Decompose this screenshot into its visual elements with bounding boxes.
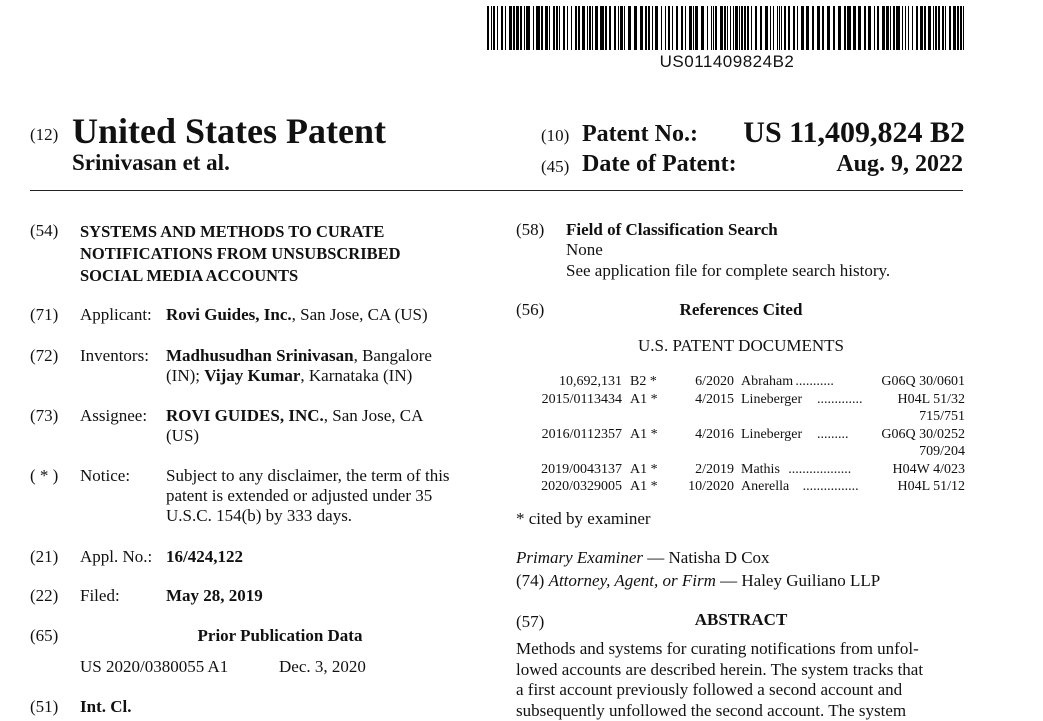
patent-number-label: Patent No.: — [582, 121, 698, 148]
barcode-bar — [733, 6, 734, 50]
barcode-bar — [890, 6, 891, 50]
appl-no-label: Appl. No.: — [80, 547, 152, 567]
header-rule — [30, 190, 963, 191]
barcode-bar — [812, 6, 814, 50]
assignee-location: (US) — [166, 426, 423, 446]
primary-examiner — [516, 548, 770, 568]
barcode-bar — [681, 6, 683, 50]
barcode-bar — [739, 6, 740, 50]
barcode-bar — [751, 6, 752, 50]
barcode-bar — [963, 6, 964, 50]
barcode-bar — [665, 6, 666, 50]
barcode-bar — [491, 6, 492, 50]
barcode-bar — [556, 6, 558, 50]
cited-by-examiner-note: * cited by examiner — [516, 509, 651, 529]
notice-line: patent is extended or adjusted under 35 — [166, 486, 450, 506]
code-71: (71) — [30, 305, 58, 325]
barcode-bar — [882, 6, 885, 50]
barcode-bar — [497, 6, 498, 50]
barcode-bar — [868, 6, 871, 50]
barcode-bar — [501, 6, 503, 50]
barcode-bar — [773, 6, 774, 50]
prior-publication-heading: Prior Publication Data — [80, 626, 480, 646]
barcode-bar — [777, 6, 778, 50]
barcode-bar — [549, 6, 550, 50]
code-10: (10) — [541, 126, 569, 146]
assignee-location: , San Jose, CA — [324, 406, 424, 425]
abstract-line: subsequently unfollowed the second account. The system — [516, 701, 923, 721]
field-of-search-value: None — [566, 240, 603, 260]
attorney-name: Haley Guiliano LLP — [741, 571, 880, 590]
barcode-bar — [661, 6, 662, 50]
barcode-bar — [908, 6, 909, 50]
abstract-line: a first account previously followed a second account and — [516, 680, 923, 701]
barcode-bar — [672, 6, 673, 50]
prior-publication-number: US 2020/0380055 A1 — [80, 657, 228, 677]
reference-name: Abraham — [741, 373, 793, 390]
barcode-bar — [724, 6, 726, 50]
barcode-bar — [770, 6, 771, 50]
barcode-bar — [676, 6, 678, 50]
barcode-bar — [493, 6, 495, 50]
notice-label: Notice: — [80, 466, 130, 486]
barcode-bar — [575, 6, 577, 50]
barcode-bar — [797, 6, 798, 50]
appl-no-value: 16/424,122 — [166, 547, 243, 567]
patent-title-heading: United States Patent — [72, 110, 386, 152]
barcode-bar — [801, 6, 804, 50]
inventors-short: Srinivasan et al. — [72, 150, 230, 176]
code-notice: ( * ) — [30, 466, 58, 486]
notice-line: U.S.C. 154(b) by 333 days. — [166, 506, 450, 526]
barcode-bar — [578, 6, 580, 50]
barcode-bar — [874, 6, 875, 50]
reference-classification: H04L 51/12 — [800, 478, 965, 495]
barcode-bar — [893, 6, 895, 50]
barcode-bar — [755, 6, 757, 50]
field-of-search-note: See application file for complete search history. — [566, 261, 890, 281]
barcode-bar — [806, 6, 809, 50]
reference-kind: B2 * — [630, 373, 680, 390]
reference-name: Anerella — [741, 478, 789, 495]
attorney-agent — [516, 571, 880, 591]
barcode-bar — [730, 6, 731, 50]
barcode-bar — [701, 6, 704, 50]
invention-title-line: SOCIAL MEDIA ACCOUNTS — [80, 265, 401, 287]
barcode-bar — [945, 6, 946, 50]
abstract-line: Methods and systems for curating notifications from unfol- — [516, 639, 923, 660]
reference-date: 6/2020 — [676, 373, 734, 390]
barcode-bar — [741, 6, 743, 50]
barcode-bar — [533, 6, 534, 50]
barcode-bar — [747, 6, 749, 50]
reference-number: 2020/0329005 — [516, 478, 622, 495]
barcode-bar — [715, 6, 717, 50]
barcode-bar — [582, 6, 585, 50]
invention-title-line: SYSTEMS AND METHODS TO CURATE — [80, 221, 401, 243]
barcode-bar — [571, 6, 572, 50]
inventors-value — [166, 346, 432, 386]
barcode-bar — [711, 6, 712, 50]
barcode-image — [487, 6, 967, 50]
abstract-line: lowed accounts are described herein. The system tracks that — [516, 660, 923, 681]
barcode-bar — [953, 6, 956, 50]
barcode-bar — [689, 6, 692, 50]
barcode-number: US011409824B2 — [487, 52, 967, 72]
barcode-bar — [695, 6, 698, 50]
barcode-bar — [957, 6, 959, 50]
reference-classification-secondary: 715/751 — [800, 408, 965, 425]
barcode-bar — [600, 6, 604, 50]
barcode-bar — [618, 6, 619, 50]
code-51: (51) — [30, 697, 58, 717]
barcode-bar — [513, 6, 515, 50]
barcode-bar — [847, 6, 851, 50]
barcode-bar — [509, 6, 512, 50]
barcode-bar — [760, 6, 762, 50]
code-58: (58) — [516, 220, 544, 240]
barcode-bar — [844, 6, 846, 50]
barcode-bar — [942, 6, 944, 50]
barcode-bar — [516, 6, 519, 50]
prior-publication-date: Dec. 3, 2020 — [279, 657, 366, 677]
barcode-bar — [905, 6, 906, 50]
barcode-bar — [735, 6, 738, 50]
reference-kind: A1 * — [630, 426, 680, 443]
barcode-bar — [628, 6, 631, 50]
reference-date: 10/2020 — [676, 478, 734, 495]
reference-date: 2/2019 — [676, 461, 734, 478]
applicant-location: , San Jose, CA (US) — [292, 305, 428, 324]
notice-text — [166, 466, 450, 526]
assignee-label: Assignee: — [80, 406, 147, 426]
barcode-bar — [765, 6, 768, 50]
date-of-patent-label: Date of Patent: — [582, 151, 737, 178]
reference-dots: ................ — [803, 478, 859, 495]
barcode-bar — [640, 6, 643, 50]
reference-number: 2019/0043137 — [516, 461, 622, 478]
barcode-bar — [960, 6, 962, 50]
barcode-bar — [655, 6, 658, 50]
filed-label: Filed: — [80, 586, 120, 606]
barcode-bar — [526, 6, 530, 50]
reference-kind: A1 * — [630, 391, 680, 408]
barcode-bar — [563, 6, 565, 50]
barcode-bar — [645, 6, 647, 50]
reference-classification: H04W 4/023 — [800, 461, 965, 478]
barcode-bar — [720, 6, 723, 50]
reference-name: Mathis — [741, 461, 780, 478]
notice-line: Subject to any disclaimer, the term of this — [166, 466, 450, 486]
inventor-name: Vijay Kumar — [204, 366, 300, 385]
attorney-dash: — — [716, 571, 742, 590]
reference-classification: H04L 51/32 — [800, 391, 965, 408]
field-of-search-heading: Field of Classification Search — [566, 220, 778, 240]
reference-name: Lineberger — [741, 391, 802, 408]
code-74: (74) — [516, 571, 544, 590]
applicant-label: Applicant: — [80, 305, 152, 325]
assignee-name: ROVI GUIDES, INC. — [166, 406, 324, 425]
reference-name: Lineberger — [741, 426, 802, 443]
inventor-location: (IN); — [166, 366, 204, 385]
filed-value: May 28, 2019 — [166, 586, 263, 606]
reference-number: 2015/0113434 — [516, 391, 622, 408]
reference-kind: A1 * — [630, 478, 680, 495]
barcode-bar — [685, 6, 686, 50]
barcode-bar — [553, 6, 555, 50]
barcode-bar — [536, 6, 540, 50]
abstract-heading: ABSTRACT — [516, 610, 966, 630]
reference-date: 4/2015 — [676, 391, 734, 408]
us-patent-documents-heading: U.S. PATENT DOCUMENTS — [516, 336, 966, 356]
barcode-bar — [587, 6, 588, 50]
barcode-bar — [592, 6, 593, 50]
barcode-bar — [912, 6, 913, 50]
barcode-bar — [822, 6, 824, 50]
barcode-bar — [668, 6, 670, 50]
reference-kind: A1 * — [630, 461, 680, 478]
reference-date: 4/2016 — [676, 426, 734, 443]
barcode-bar — [541, 6, 543, 50]
barcode-bar — [559, 6, 560, 50]
barcode-bar — [933, 6, 934, 50]
reference-dots: ............. — [817, 391, 863, 408]
barcode-bar — [886, 6, 889, 50]
barcode-bar — [520, 6, 522, 50]
barcode-bar — [853, 6, 856, 50]
barcode-bar — [595, 6, 598, 50]
barcode-bar — [938, 6, 940, 50]
code-65: (65) — [30, 626, 58, 646]
barcode-bar — [707, 6, 708, 50]
code-57: (57) — [516, 612, 544, 632]
barcode-bar — [928, 6, 931, 50]
reference-classification: G06Q 30/0601 — [800, 373, 965, 390]
barcode-bar — [916, 6, 918, 50]
barcode-bar — [713, 6, 714, 50]
primary-examiner-label: Primary Examiner — [516, 548, 643, 567]
barcode-bar — [817, 6, 820, 50]
code-72: (72) — [30, 346, 58, 366]
barcode-bar — [833, 6, 835, 50]
reference-number: 10,692,131 — [516, 373, 622, 390]
invention-title-line: NOTIFICATIONS FROM UNSUBSCRIBED — [80, 243, 401, 265]
barcode-bar — [864, 6, 866, 50]
barcode-bar — [505, 6, 506, 50]
code-22: (22) — [30, 586, 58, 606]
barcode-bar — [896, 6, 900, 50]
barcode-bar — [609, 6, 611, 50]
barcode-bar — [652, 6, 653, 50]
reference-number: 2016/0112357 — [516, 426, 622, 443]
barcode-bar — [924, 6, 926, 50]
abstract-text — [516, 639, 923, 721]
patent-number: US 11,409,824 B2 — [743, 116, 965, 150]
date-of-patent: Aug. 9, 2022 — [836, 151, 963, 178]
reference-classification-secondary: 709/204 — [800, 443, 965, 460]
code-56: (56) — [516, 300, 544, 320]
barcode-bar — [838, 6, 841, 50]
inventor-location: , Bangalore — [354, 346, 432, 365]
barcode-bar — [589, 6, 591, 50]
code-54: (54) — [30, 221, 58, 241]
examiner-dash: — — [643, 548, 669, 567]
barcode-bar — [902, 6, 903, 50]
barcode-bar — [634, 6, 637, 50]
barcode-bar — [693, 6, 694, 50]
code-21: (21) — [30, 547, 58, 567]
barcode-bar — [487, 6, 489, 50]
reference-classification: G06Q 30/0252 — [800, 426, 965, 443]
barcode-bar — [605, 6, 607, 50]
barcode-bar — [793, 6, 795, 50]
assignee-value — [166, 406, 423, 446]
reference-dots: ........... — [795, 373, 834, 390]
inventor-name: Madhusudhan Srinivasan — [166, 346, 354, 365]
barcode-bar — [781, 6, 782, 50]
barcode-bar — [614, 6, 616, 50]
barcode-bar — [858, 6, 861, 50]
inventors-label: Inventors: — [80, 346, 149, 366]
barcode-bar — [920, 6, 923, 50]
barcode-bar — [624, 6, 625, 50]
barcode-bar — [524, 6, 525, 50]
barcode-bar — [788, 6, 790, 50]
barcode-bar — [935, 6, 937, 50]
barcode-bar — [949, 6, 951, 50]
barcode-bar — [567, 6, 568, 50]
invention-title — [80, 221, 401, 287]
reference-dots: ......... — [817, 426, 849, 443]
barcode-bar — [827, 6, 830, 50]
code-73: (73) — [30, 406, 58, 426]
barcode-bar — [727, 6, 728, 50]
barcode-bar — [545, 6, 548, 50]
primary-examiner-name: Natisha D Cox — [669, 548, 770, 567]
code-45: (45) — [541, 157, 569, 177]
int-cl-label: Int. Cl. — [80, 697, 131, 717]
applicant-value — [166, 305, 428, 325]
applicant-name: Rovi Guides, Inc. — [166, 305, 292, 324]
attorney-label: Attorney, Agent, or Firm — [549, 571, 716, 590]
references-cited-heading: References Cited — [516, 300, 966, 320]
barcode-bar — [620, 6, 623, 50]
barcode-bar — [784, 6, 786, 50]
code-12: (12) — [30, 125, 58, 145]
barcode-bar — [648, 6, 650, 50]
barcode-bar — [779, 6, 780, 50]
reference-dots: .................. — [788, 461, 851, 478]
barcode-bar — [877, 6, 879, 50]
barcode-bar — [744, 6, 746, 50]
inventor-location: , Karnataka (IN) — [300, 366, 412, 385]
